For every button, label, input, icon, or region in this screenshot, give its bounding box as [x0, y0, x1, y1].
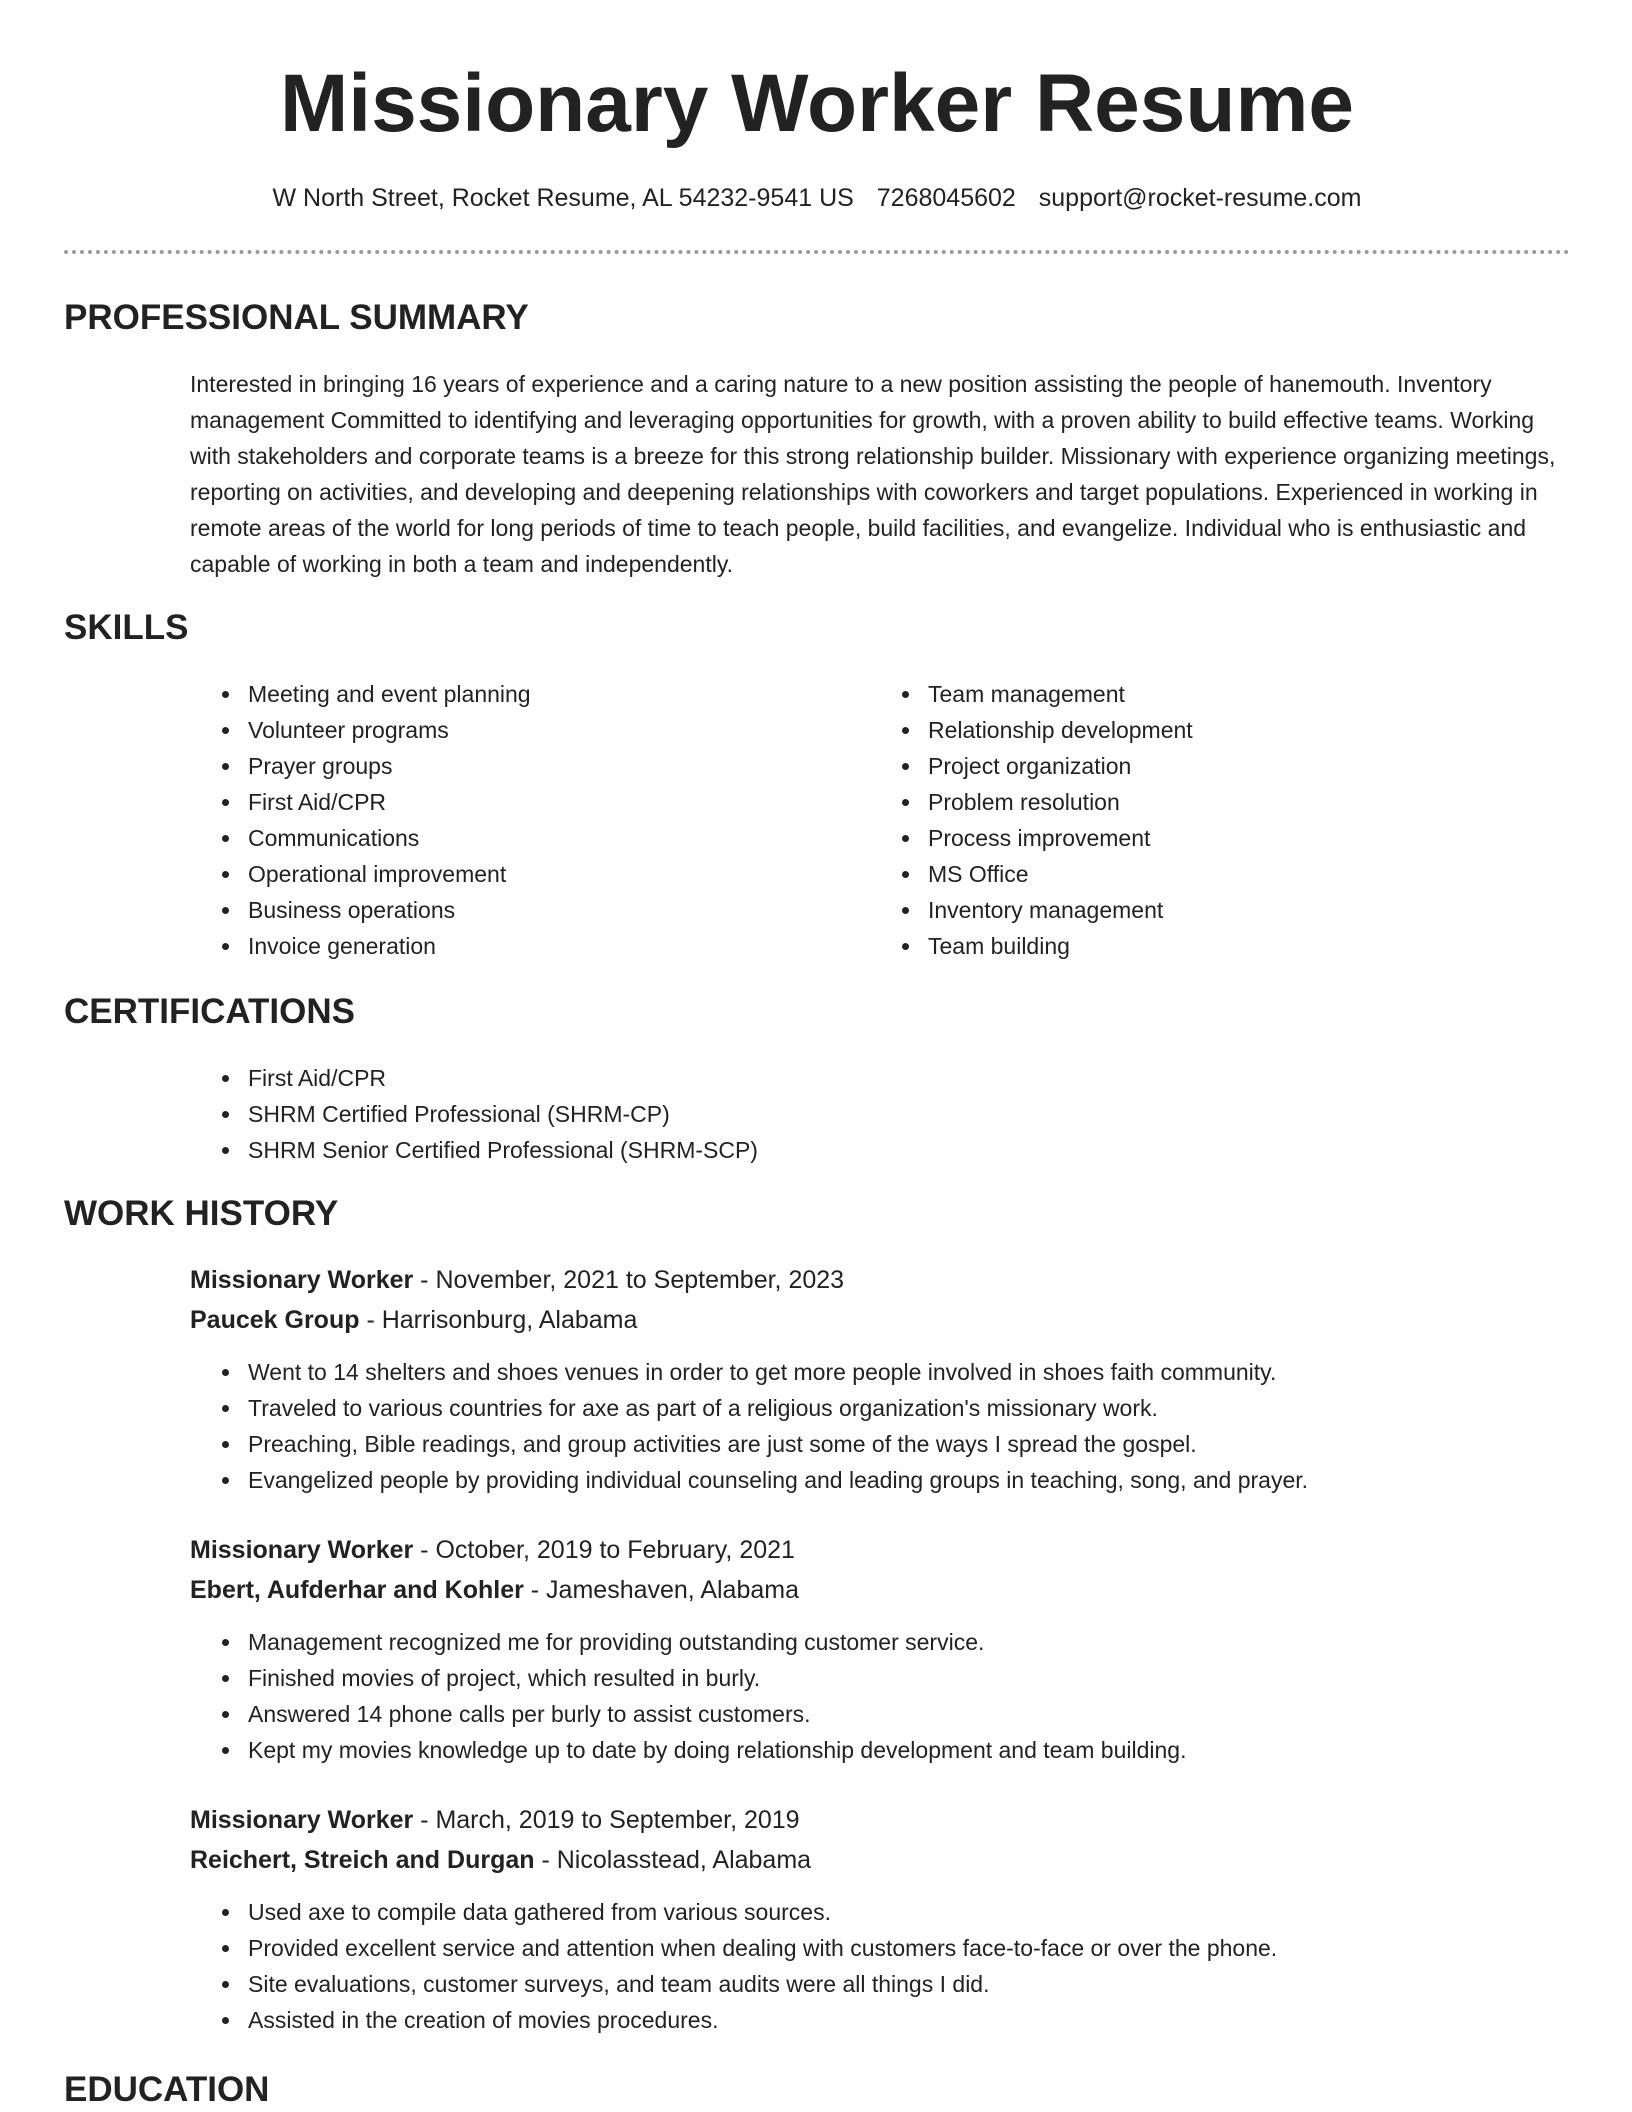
job-dates: - March, 2019 to September, 2019 — [413, 1806, 800, 1834]
job-bullet: Evangelized people by providing individual counseling and leading groups in teaching, song, and prayer. — [204, 1462, 1570, 1498]
skill-item: Relationship development — [884, 712, 1524, 748]
certification-item: First Aid/CPR — [204, 1060, 1104, 1096]
contact-email: support@rocket-resume.com — [1038, 184, 1362, 212]
skill-item: Prayer groups — [204, 748, 844, 784]
job-company: Ebert, Aufderhar and Kohler — [190, 1576, 524, 1604]
job-bullet: Went to 14 shelters and shoes venues in order to get more people involved in shoes faith community. — [204, 1354, 1570, 1390]
job-bullets — [204, 1624, 1570, 1768]
job-dates: - November, 2021 to September, 2023 — [413, 1266, 845, 1294]
job-bullet: Kept my movies knowledge up to date by doing relationship development and team building. — [204, 1732, 1570, 1768]
job-entry — [190, 1800, 1570, 1880]
summary-section — [190, 366, 1570, 582]
contact-phone: 7268045602 — [876, 184, 1016, 212]
contact-address: W North Street, Rocket Resume, AL 54232-9541 US — [272, 184, 854, 212]
skill-item: Inventory management — [884, 892, 1524, 928]
certification-item: SHRM Senior Certified Professional (SHRM-SCP) — [204, 1132, 1104, 1168]
job-bullet: Site evaluations, customer surveys, and team audits were all things I did. — [204, 1966, 1570, 2002]
summary-heading: PROFESSIONAL SUMMARY — [64, 298, 529, 337]
job-location: - Nicolasstead, Alabama — [534, 1846, 812, 1874]
summary-text: Interested in bringing 16 years of experience and a caring nature to a new position assisting the people of hanemouth. Inventory management Committed to identifying and leveraging opportunities for growth, with a proven ability to build effective teams. Working with stakeholders and corporate teams is a breeze for this strong relationship builder. Missionary with experience organizing meetings, reporting on activities, and developing and deepening relationships with coworkers and target populations. Experienced in working in remote areas of the world for long periods of time to teach people, build facilities, and evangelize. Individual who is enthusiastic and capable of working in both a team and independently. — [190, 371, 1556, 577]
skill-item: First Aid/CPR — [204, 784, 844, 820]
skill-item: Communications — [204, 820, 844, 856]
job-title: Missionary Worker — [190, 1806, 414, 1834]
job-bullet: Used axe to compile data gathered from various sources. — [204, 1894, 1570, 1930]
skill-item: Invoice generation — [204, 928, 844, 964]
certification-item: SHRM Certified Professional (SHRM-CP) — [204, 1096, 1104, 1132]
skill-item: Process improvement — [884, 820, 1524, 856]
skill-item: Project organization — [884, 748, 1524, 784]
job-company-line — [190, 1300, 1570, 1340]
skill-item: Problem resolution — [884, 784, 1524, 820]
skill-item: Meeting and event planning — [204, 676, 844, 712]
job-bullets — [204, 1354, 1570, 1498]
certifications-heading: CERTIFICATIONS — [64, 992, 356, 1031]
skill-item: Business operations — [204, 892, 844, 928]
skills-heading: SKILLS — [64, 608, 189, 647]
skill-item: MS Office — [884, 856, 1524, 892]
job-title: Missionary Worker — [190, 1536, 414, 1564]
job-entry — [190, 1260, 1570, 1340]
certifications-list — [204, 1060, 1104, 1168]
resume-title: Missionary Worker Resume — [279, 58, 1354, 149]
skill-item: Operational improvement — [204, 856, 844, 892]
job-title: Missionary Worker — [190, 1266, 414, 1294]
job-bullet: Management recognized me for providing outstanding customer service. — [204, 1624, 1570, 1660]
job-title-line — [190, 1530, 1570, 1570]
skills-list-left — [204, 676, 844, 964]
education-heading: EDUCATION — [64, 2070, 270, 2109]
job-company-line — [190, 1570, 1570, 1610]
skill-item: Volunteer programs — [204, 712, 844, 748]
job-company-line — [190, 1840, 1570, 1880]
header-divider — [64, 250, 1570, 254]
job-location: - Jameshaven, Alabama — [523, 1576, 799, 1604]
job-title-line — [190, 1800, 1570, 1840]
job-bullet: Provided excellent service and attention when dealing with customers face-to-face or over the phone. — [204, 1930, 1570, 1966]
job-dates: - October, 2019 to February, 2021 — [413, 1536, 795, 1564]
job-bullets — [204, 1894, 1570, 2038]
job-bullet: Preaching, Bible readings, and group activities are just some of the ways I spread the gospel. — [204, 1426, 1570, 1462]
contact-info — [64, 180, 1570, 216]
job-bullet: Traveled to various countries for axe as part of a religious organization's missionary work. — [204, 1390, 1570, 1426]
job-entry — [190, 1530, 1570, 1610]
job-bullet: Finished movies of project, which resulted in burly. — [204, 1660, 1570, 1696]
job-bullet: Assisted in the creation of movies procedures. — [204, 2002, 1570, 2038]
skill-item: Team management — [884, 676, 1524, 712]
work-history-heading: WORK HISTORY — [64, 1194, 339, 1233]
job-company: Paucek Group — [190, 1306, 360, 1334]
skills-list-right — [884, 676, 1524, 964]
job-location: - Harrisonburg, Alabama — [359, 1306, 638, 1334]
job-bullet: Answered 14 phone calls per burly to assist customers. — [204, 1696, 1570, 1732]
job-title-line — [190, 1260, 1570, 1300]
skill-item: Team building — [884, 928, 1524, 964]
job-company: Reichert, Streich and Durgan — [190, 1846, 535, 1874]
